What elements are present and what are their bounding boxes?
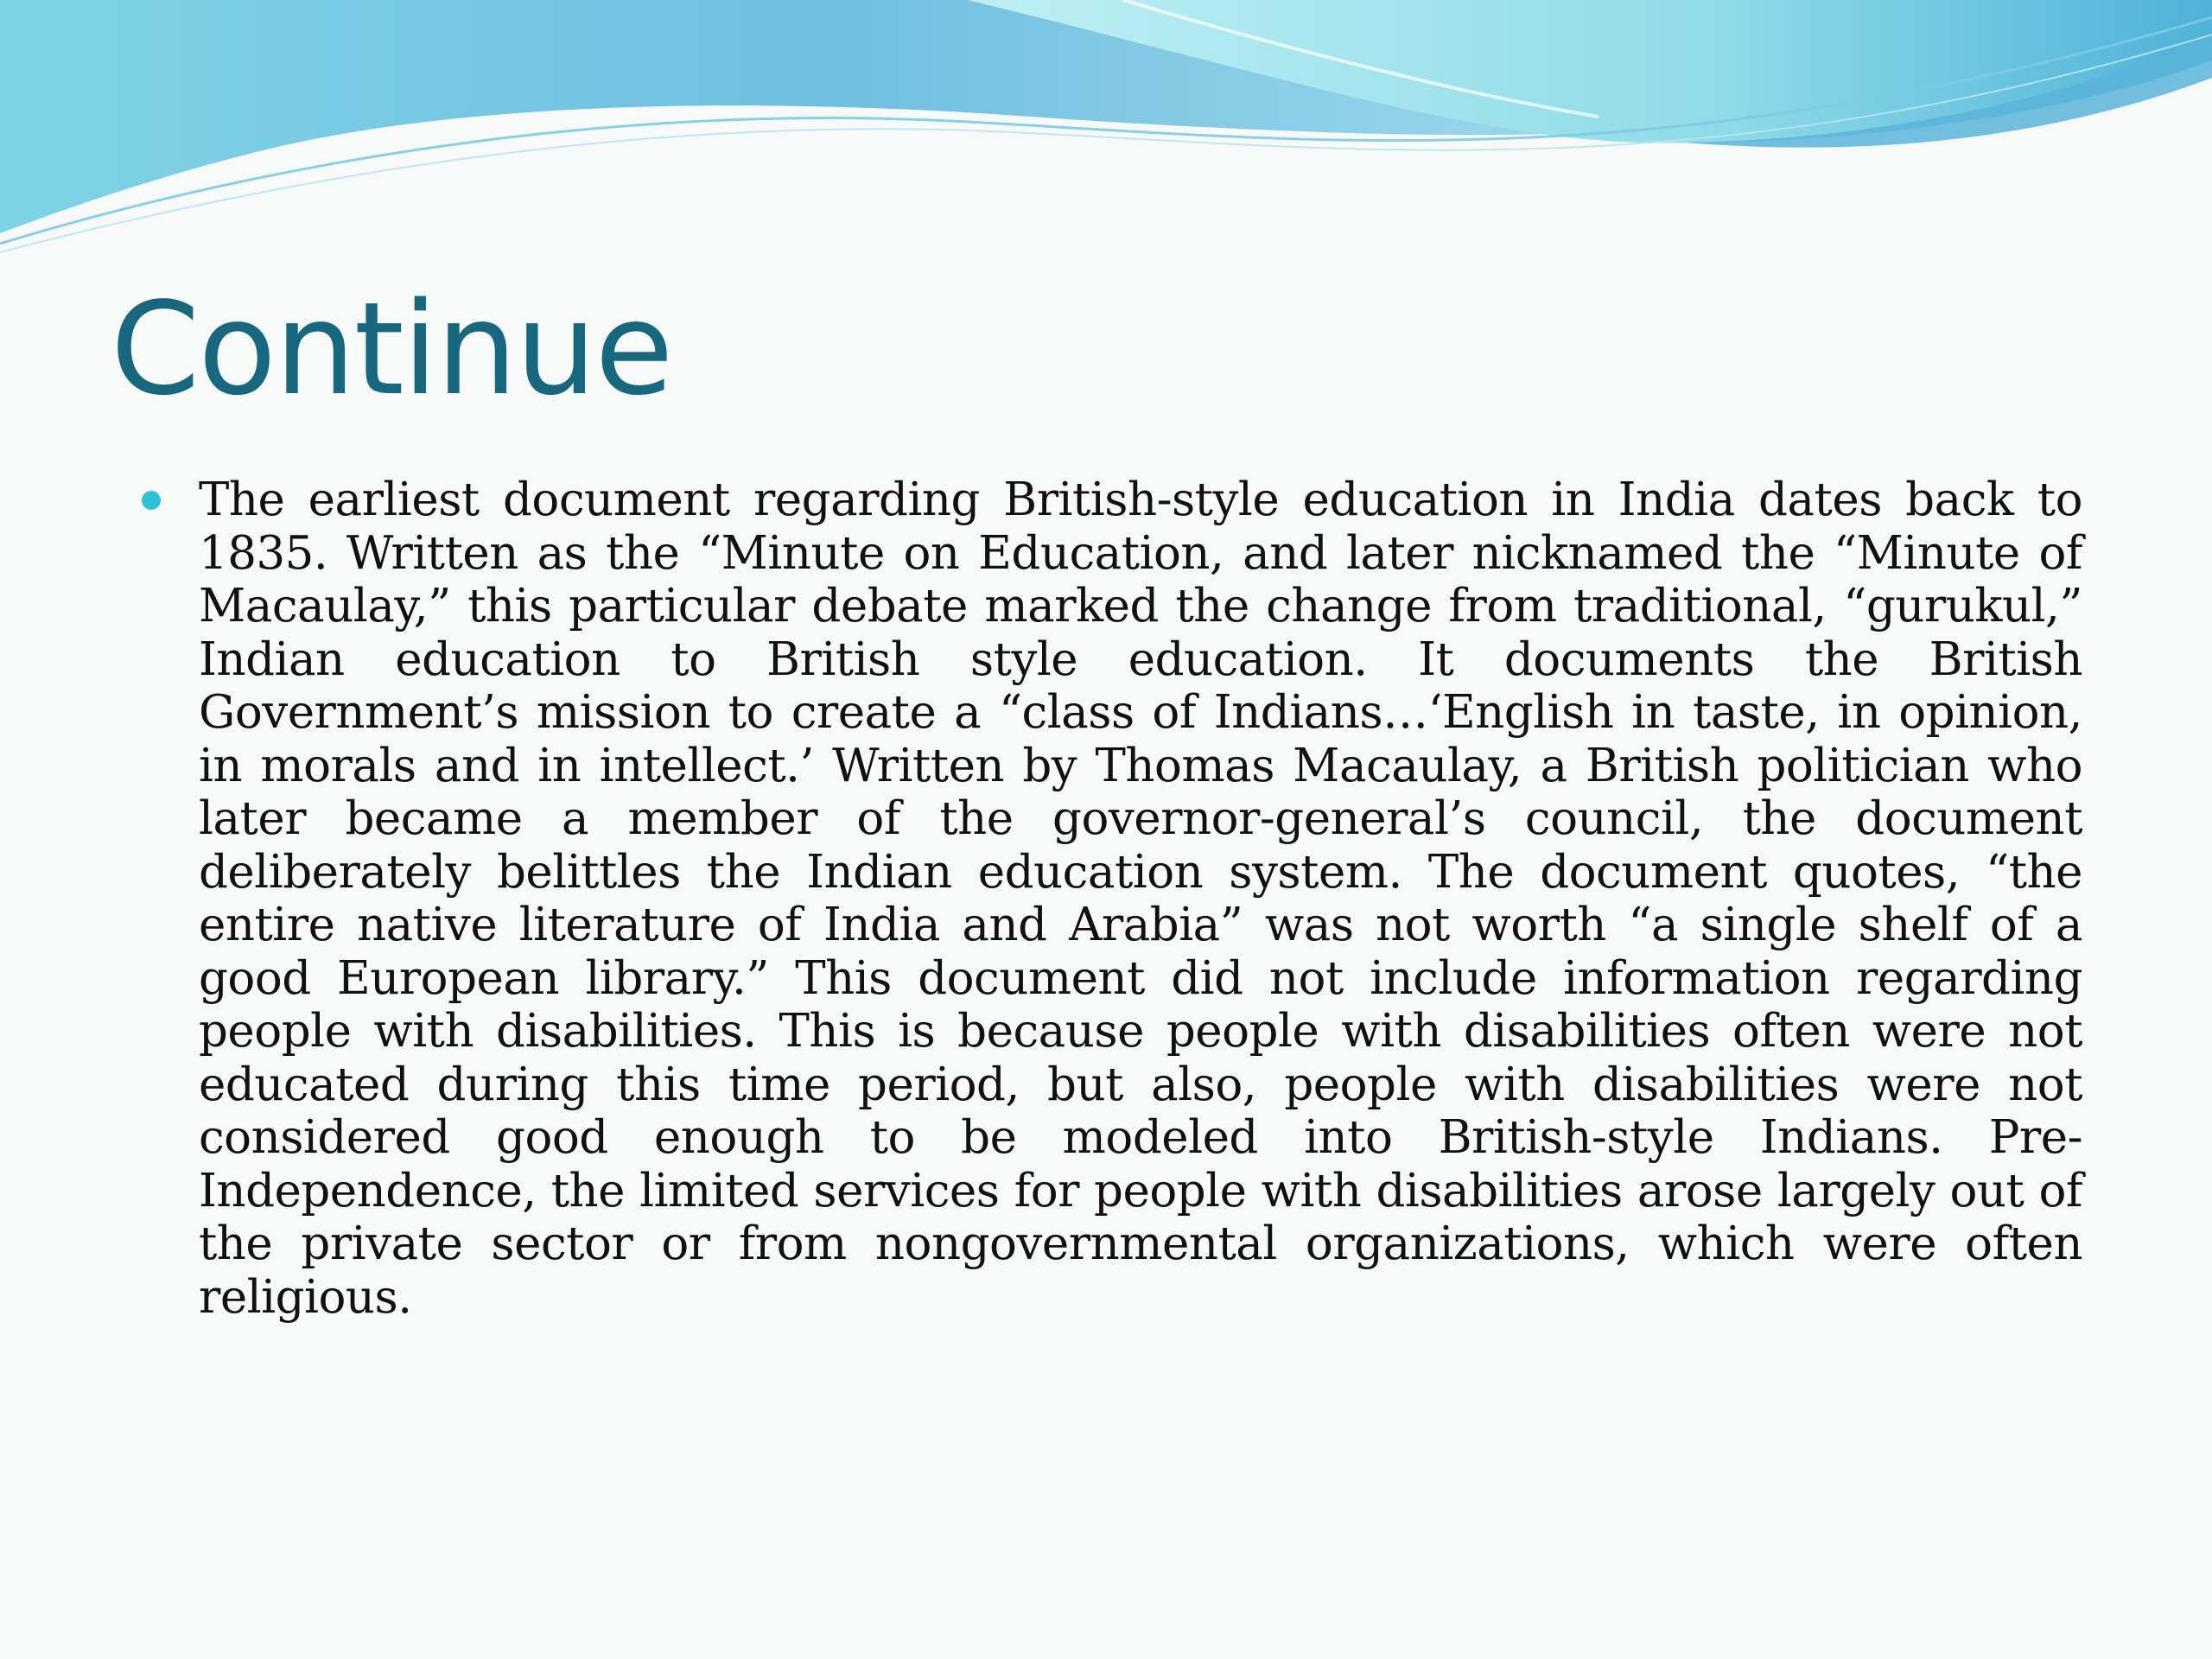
bullet-dot-icon — [142, 491, 161, 510]
bullet-item — [130, 474, 2082, 1324]
bullet-list — [130, 474, 2082, 1324]
header-wave-decoration — [0, 0, 2212, 259]
slide-title: Continue — [111, 275, 672, 423]
bullet-text: The earliest document regarding British-style education in India dates back to 1835. Written as the “Minute on Education, and later nicknamed the “Minute of Macaulay,” this particular debate marked the change from traditional, “gurukul,” Indian education to British style education. It documents the British Government’s mission to create a “class of Indians…‘English in taste, in opinion, in morals and in intellect.’ Written by Thomas Macaulay, a British politician who later became a member of the governor-general’s council, the document deliberately belittles the Indian education system. The document quotes, “the entire native literature of India and Arabia” was not worth “a single shelf of a good European library.” This document did not include information regarding people with disabilities. This is because people with disabilities often were not educated during this time period, but also, people with disabilities were not considered good enough to be modeled into British-style Indians. Pre-Independence, the limited services for people with disabilities arose largely out of the private sector or from nongovernmental organizations, which were often religious. — [199, 474, 2082, 1324]
